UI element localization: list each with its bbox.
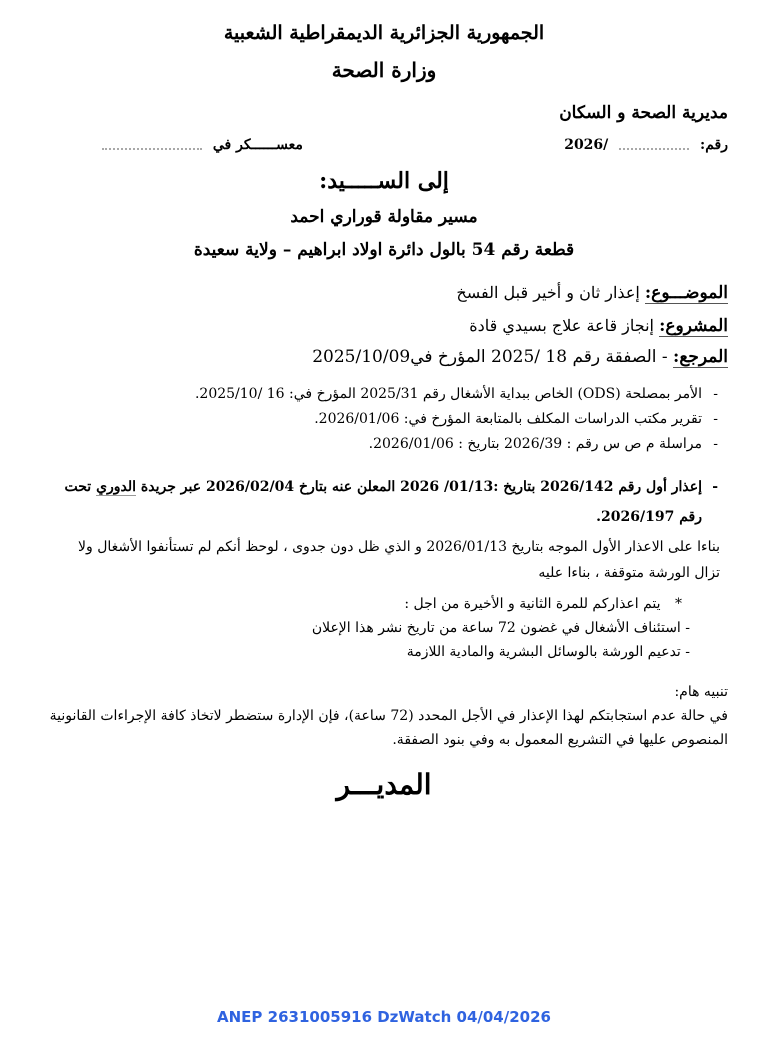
addressee-address: قطعة رقم 54 بالول دائرة اولاد ابراهيم – ولاية سعيدة xyxy=(193,240,575,260)
subject-value: إعذار ثان و أخير قبل الفسخ xyxy=(456,283,640,302)
signature-title: المديـــر xyxy=(336,768,432,801)
list-item xyxy=(195,407,728,432)
first-notice-text xyxy=(38,472,728,532)
list-bullet: - xyxy=(712,479,718,495)
references-list xyxy=(195,382,728,457)
reference-value: - الصفقة رقم 18 /2025 المؤرخ في2025/10/09 xyxy=(312,347,668,367)
ministry-heading: وزارة الصحة xyxy=(331,58,437,82)
reference-number-label: رقم: xyxy=(700,137,728,153)
first-notice-text-part: إعذار أول رقم 2026/142 بتاريخ :01/13/ 2026 المعلن عنه بتارخ 2026/02/04 عبر جريدة xyxy=(136,479,702,495)
addressee-title: إلى الســـــيد: xyxy=(319,168,449,194)
project-label: المشروع: xyxy=(659,316,728,336)
publication-stamp: ANEP 2631005916 DzWatch 04/04/2026 xyxy=(217,1008,551,1026)
notice-text: في حالة عدم استجابتكم لهذا الإعذار في الأجل المحدد (72 ساعة)، فإن الإدارة ستضطر لاتخاذ كافة الإجراءات القانونية المنصوص عليها في التشريع المعمول به وفي بنود الصفقة. xyxy=(49,708,728,748)
directorate-heading: مديرية الصحة و السكان xyxy=(559,103,728,123)
addressee-name: مسير مقاولة قوراري احمد xyxy=(290,207,478,227)
list-bullet: - xyxy=(713,411,718,427)
list-bullet: - xyxy=(713,386,718,402)
first-notice-item xyxy=(38,472,728,532)
place-label: معســــــكر في xyxy=(212,137,303,153)
reference-number-blank xyxy=(619,140,689,150)
demand-intro: يتم اعذاركم للمرة الثانية و الأخيرة من اجل : xyxy=(404,596,661,612)
list-item xyxy=(195,382,728,407)
republic-heading: الجمهورية الجزائرية الديمقراطية الشعبية xyxy=(223,22,545,44)
demand-intro-line xyxy=(312,592,728,616)
list-item-text: الأمر بمصلحة (ODS) الخاص ببداية الأشغال رقم 2025/31 المؤرخ في: 16 /2025/10. xyxy=(194,386,702,402)
subject-row xyxy=(456,283,728,303)
body-paragraph xyxy=(78,534,728,586)
place-date-row xyxy=(96,137,303,153)
notice-title: تنبيه هام: xyxy=(674,684,728,700)
reference-number-row xyxy=(564,137,728,153)
important-notice xyxy=(38,680,728,752)
demands-block xyxy=(312,592,728,664)
body-paragraph-text: بناءا على الاعذار الأول الموجه بتاريخ 2026/01/13 و الذي ظل دون جدوى ، لوحظ أنكم لم تستأنفوا الأشغال ولا تزال الورشة متوقفة ، بناءا عليه xyxy=(78,539,720,581)
reference-label: المرجع: xyxy=(673,347,728,367)
list-item xyxy=(195,432,728,457)
demand-item: - استئناف الأشغال في غضون 72 ساعة من تاريخ نشر هذا الإعلان xyxy=(311,620,690,636)
list-item-text: مراسلة م ص س رقم : 2026/39 بتاريخ : 2026/01/06. xyxy=(368,436,702,452)
reference-row xyxy=(312,347,728,367)
list-bullet: - xyxy=(713,436,718,452)
project-row xyxy=(469,316,728,336)
star-bullet: * xyxy=(675,596,682,612)
list-item-text: تقرير مكتب الدراسات المكلف بالمتابعة المؤرخ في: 2026/01/06. xyxy=(314,411,702,427)
demand-item: - تدعيم الورشة بالوسائل البشرية والمادية اللازمة xyxy=(406,644,690,660)
subject-label: الموضـــوع: xyxy=(644,283,728,303)
place-date-blank xyxy=(102,140,202,150)
reference-year: /2026 xyxy=(564,137,609,153)
newspaper-name: الدوري xyxy=(96,479,137,495)
first-notice-text-part: تحت رقم 2026/197. xyxy=(64,479,702,525)
project-value: إنجاز قاعة علاج بسيدي قادة xyxy=(469,316,654,335)
